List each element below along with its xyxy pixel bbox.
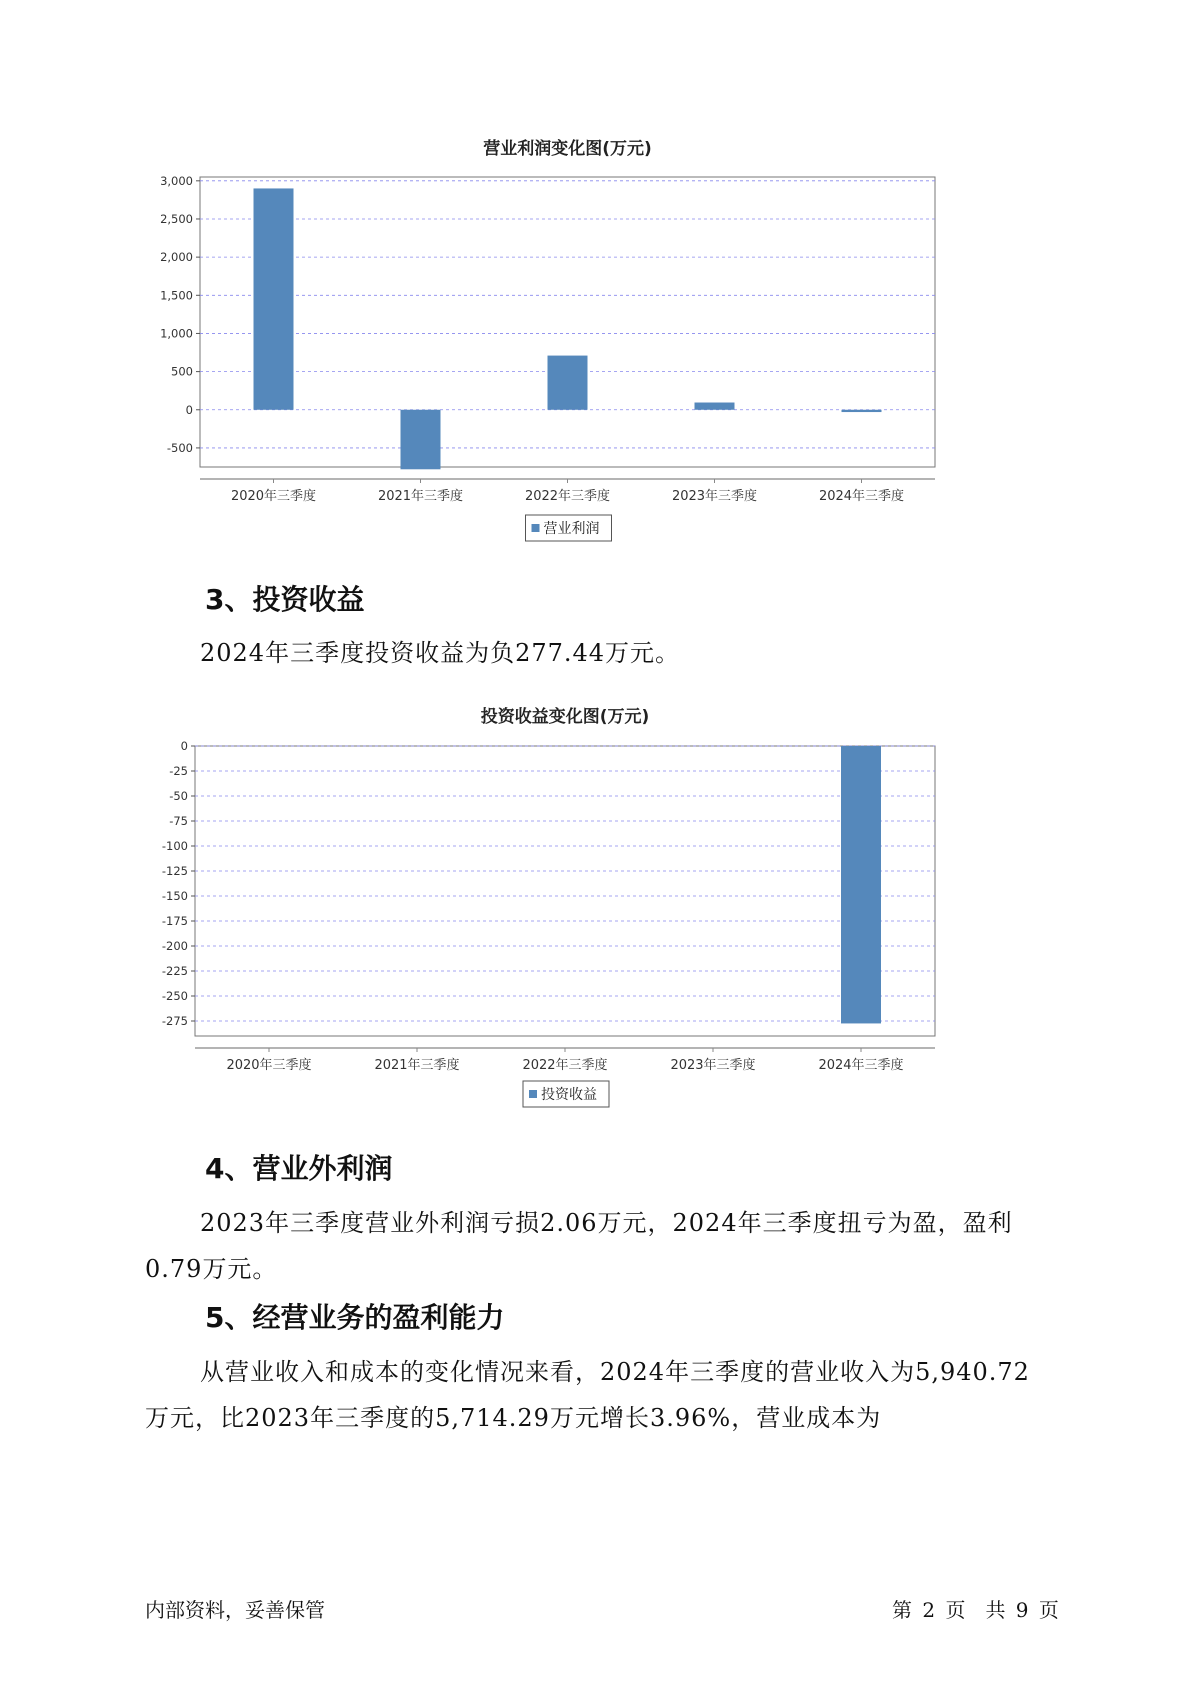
y-tick-label: 0 <box>180 739 188 753</box>
operating-profit-chart-svg <box>160 125 1020 555</box>
x-tick-label: 2024年三季度 <box>818 1058 904 1073</box>
y-tick-label: 1,000 <box>160 326 193 341</box>
chart-title: 投资收益变化图(万元) <box>480 707 650 727</box>
y-tick-label: -275 <box>161 1014 188 1028</box>
y-tick-label: -25 <box>169 764 188 778</box>
x-tick-label: 2022年三季度 <box>522 1058 608 1073</box>
x-tick-label: 2020年三季度 <box>230 489 317 504</box>
x-tick-label: 2021年三季度 <box>377 489 464 504</box>
y-tick-label: 0 <box>185 402 193 417</box>
footer-confidential-note: 内部资料，妥善保管 <box>145 1598 325 1622</box>
y-tick-label: -250 <box>161 989 188 1003</box>
y-tick-label: -500 <box>166 440 193 455</box>
y-tick-label: -125 <box>161 864 188 878</box>
bar <box>401 410 441 470</box>
y-tick-label: 500 <box>171 364 193 379</box>
y-tick-label: 3,000 <box>160 173 193 188</box>
bar <box>841 746 881 1023</box>
y-tick-label: -150 <box>161 889 188 903</box>
y-tick-label: -75 <box>169 814 188 828</box>
x-tick-label: 2023年三季度 <box>671 489 758 504</box>
operating-profit-chart <box>160 125 1020 555</box>
plot-area <box>200 177 935 467</box>
y-tick-label: -100 <box>161 839 188 853</box>
legend-swatch <box>529 1090 537 1098</box>
section-3-heading: 3、投资收益 <box>205 583 365 616</box>
legend-label: 营业利润 <box>543 521 600 537</box>
y-tick-label: 1,500 <box>160 288 193 303</box>
section-5-paragraph: 从营业收入和成本的变化情况来看，2024年三季度的营业收入为5,940.72万元，比2023年三季度的5,714.29万元增长3.96%，营业成本为 <box>145 1358 1030 1432</box>
legend-label: 投资收益 <box>541 1087 597 1103</box>
x-tick-label: 2023年三季度 <box>670 1058 756 1073</box>
investment-income-chart <box>160 693 1020 1125</box>
investment-income-chart-svg <box>160 693 1020 1125</box>
section-3-paragraph: 2024年三季度投资收益为负277.44万元。 <box>200 639 681 667</box>
y-tick-label: -50 <box>169 789 188 803</box>
bar <box>548 356 588 410</box>
y-tick-label: 2,000 <box>160 250 193 265</box>
x-tick-label: 2022年三季度 <box>524 489 611 504</box>
section-4-paragraph: 2023年三季度营业外利润亏损2.06万元，2024年三季度扭亏为盈，盈利0.79万元。 <box>145 1209 1013 1283</box>
x-tick-label: 2020年三季度 <box>226 1058 312 1073</box>
y-tick-label: -175 <box>161 914 188 928</box>
y-tick-label: -225 <box>161 964 188 978</box>
y-tick-label: -200 <box>161 939 188 953</box>
x-tick-label: 2021年三季度 <box>374 1058 460 1073</box>
footer-page-number: 第 2 页 共 9 页 <box>892 1598 1059 1622</box>
bar <box>695 403 735 410</box>
y-tick-label: 2,500 <box>160 211 193 226</box>
legend-swatch <box>532 524 540 532</box>
bar <box>254 188 294 409</box>
bar <box>842 410 882 412</box>
plot-area <box>195 746 935 1036</box>
section-5-heading: 5、经营业务的盈利能力 <box>205 1301 505 1334</box>
chart-title: 营业利润变化图(万元) <box>483 139 652 159</box>
x-tick-label: 2024年三季度 <box>818 489 905 504</box>
section-4-heading: 4、营业外利润 <box>205 1152 393 1185</box>
